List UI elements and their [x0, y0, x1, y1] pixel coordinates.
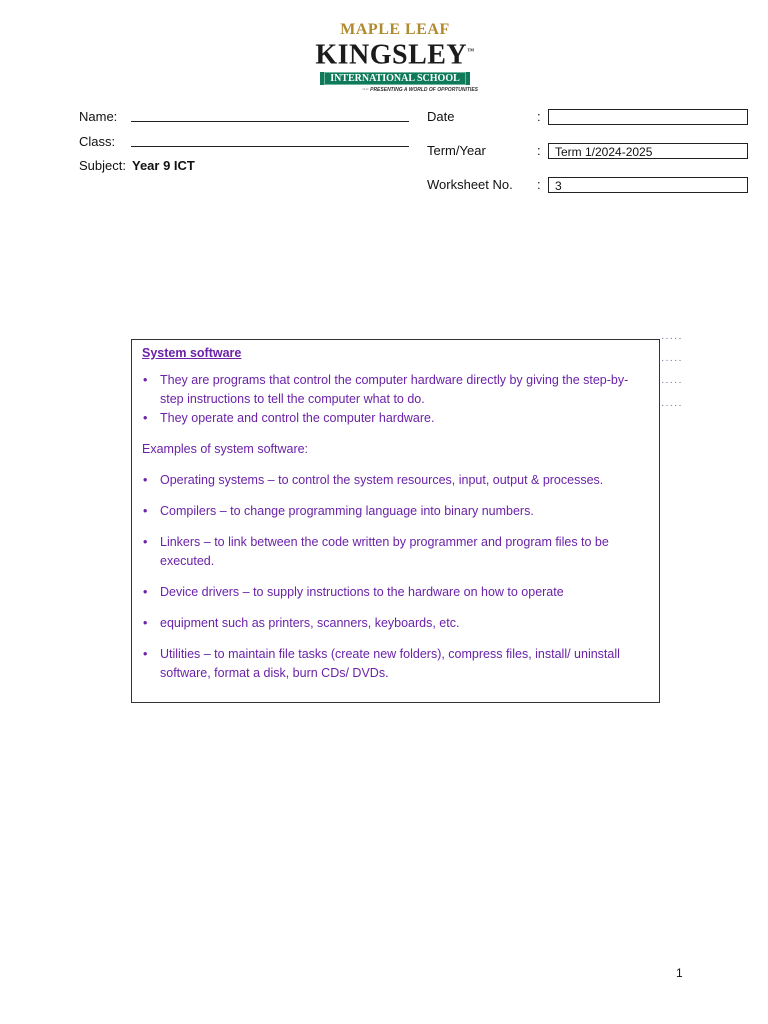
bullet-icon: •	[143, 535, 148, 549]
term-colon: :	[537, 143, 541, 158]
list-item-text: Compilers – to change programming language into binary numbers.	[160, 504, 534, 518]
class-line	[131, 146, 409, 147]
worksheet-label: Worksheet No.	[427, 177, 513, 192]
date-field	[548, 109, 748, 125]
dot-leader: ·····	[661, 333, 683, 344]
list-item-text: Utilities – to maintain file tasks (create new folders), compress files, install/ uninstall software, format a disk, burn CDs/ DVDs.	[160, 647, 620, 680]
worksheet-colon: :	[537, 177, 541, 192]
list-item	[142, 583, 649, 602]
page-number: 1	[676, 966, 683, 980]
list-item-text: equipment such as printers, scanners, keyboards, etc.	[160, 616, 460, 630]
list-item	[142, 614, 649, 633]
date-colon: :	[537, 109, 541, 124]
bullet-icon: •	[143, 616, 148, 630]
bullet-icon: •	[143, 504, 148, 518]
subject-label: Subject:	[79, 158, 126, 173]
logo-kingsley-text: KINGSLEY	[315, 39, 468, 71]
dot-leader: ·····	[661, 355, 683, 366]
bullet-icon: •	[143, 647, 148, 661]
examples-list	[142, 471, 649, 683]
dot-leader: ·····	[661, 400, 683, 411]
logo-line-international-school: INTERNATIONAL SCHOOL	[320, 72, 470, 85]
list-item	[142, 471, 649, 490]
list-item-text: They are programs that control the computer hardware directly by giving the step-by- step instructions to tell the computer what to do.	[160, 373, 629, 406]
class-label: Class:	[79, 134, 116, 149]
logo-line-maple-leaf: MAPLE LEAF	[340, 21, 450, 38]
dot-leader: ·····	[661, 377, 683, 388]
term-field: Term 1/2024-2025	[548, 143, 748, 159]
list-item	[142, 502, 649, 521]
list-item-text: Operating systems – to control the system resources, input, output & processes.	[160, 473, 604, 487]
logo-line-kingsley	[300, 38, 490, 71]
name-line	[131, 121, 409, 122]
list-item	[142, 409, 649, 428]
list-item-text: Device drivers – to supply instructions to the hardware on how to operate	[160, 585, 564, 599]
term-label: Term/Year	[427, 143, 486, 158]
list-item	[142, 533, 649, 571]
panel-heading: System software	[142, 346, 242, 360]
bullet-icon: •	[143, 585, 148, 599]
list-item	[142, 645, 649, 683]
bullet-icon: •	[143, 373, 148, 387]
logo-tagline: ···· PRESENTING A WORLD OF OPPORTUNITIES	[362, 87, 478, 94]
bullet-icon: •	[143, 473, 148, 487]
list-item-text: They operate and control the computer hardware.	[160, 411, 435, 425]
definition-list	[142, 371, 649, 428]
list-item-text: Linkers – to link between the code written by programmer and program files to be executed.	[160, 535, 609, 568]
examples-intro: Examples of system software:	[142, 442, 309, 456]
system-software-panel	[131, 339, 660, 703]
bullet-icon: •	[143, 411, 148, 425]
worksheet-field: 3	[548, 177, 748, 193]
subject-value: Year 9 ICT	[132, 158, 195, 173]
name-label: Name:	[79, 109, 118, 124]
school-logo	[300, 22, 490, 94]
list-item	[142, 371, 649, 409]
logo-trademark: ™	[467, 47, 475, 55]
date-label: Date	[427, 109, 455, 124]
